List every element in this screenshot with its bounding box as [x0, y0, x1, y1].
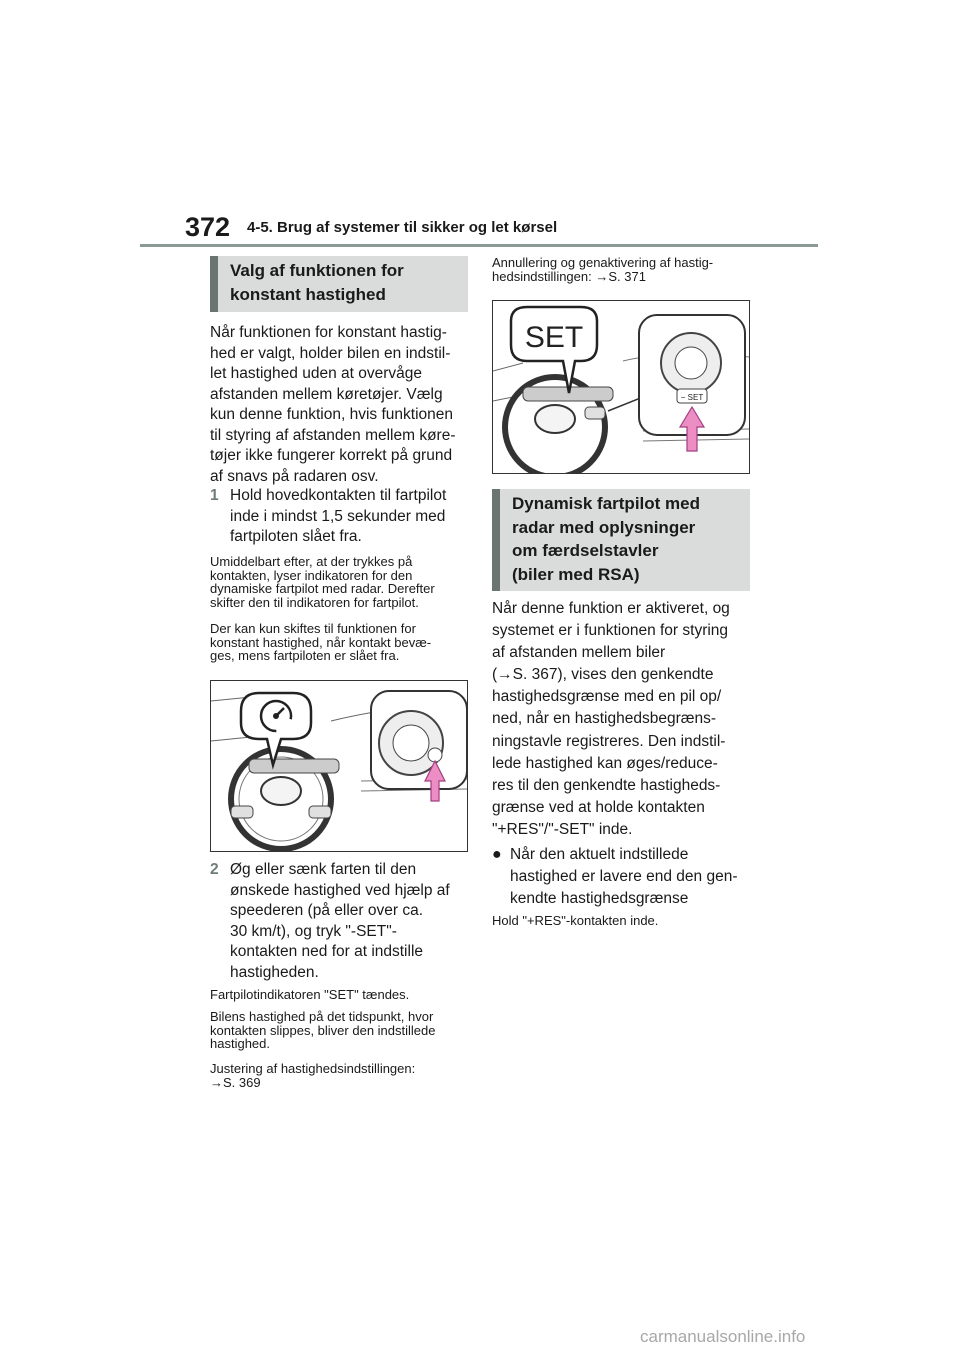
text-line: Umiddelbart efter, at der trykkes på	[210, 554, 413, 569]
text-line: Når denne funktion er aktiveret, og	[492, 600, 730, 617]
figure-cruise-switch	[210, 680, 468, 852]
step-2	[210, 860, 470, 983]
text-line: tøjer ikke fungerer korrekt på grund	[210, 447, 453, 464]
text-line: konstant hastighed, når kontakt bevæ-	[210, 634, 432, 650]
text-line: Annullering og genaktivering af hastig-	[492, 255, 714, 270]
reference-text: S. 367), vises den genkendte	[512, 666, 714, 684]
text-line: hed er valgt, holder bilen en indstil-	[210, 344, 451, 362]
section-heading-constant-speed	[210, 256, 468, 312]
header-divider	[140, 244, 818, 247]
text-line: til styring af afstanden mellem køre-	[210, 426, 456, 444]
text-line: hastigheden.	[230, 963, 319, 981]
reference-text: S. 369	[223, 1074, 261, 1090]
set-label: SET	[524, 321, 584, 354]
rsa-paragraph	[492, 598, 754, 841]
text-line: Når funktionen for konstant hastig-	[210, 324, 447, 341]
text-line: ges, mens fartpiloten er slået fra.	[210, 648, 400, 663]
text-line: ningstavle registreres. Den indstil-	[492, 732, 726, 750]
note-indicator	[210, 555, 470, 609]
text-line: "+RES"/"-SET" inde.	[492, 820, 633, 838]
watermark: carmanualsonline.info	[640, 1327, 806, 1346]
text-line: res til den genkendte hastigheds-	[492, 776, 721, 794]
heading-line: om færdselstavler	[512, 541, 659, 560]
text-line: inde i mindst 1,5 sekunder med	[230, 507, 446, 525]
heading-line: Dynamisk fartpilot med	[512, 494, 700, 513]
heading-line: konstant hastighed	[230, 285, 386, 304]
text-line: let hastighed uden at overvåge	[210, 365, 422, 382]
text-line: ned, når en hastighedsbegræns-	[492, 710, 717, 728]
text-line: Justering af hastighedsindstillingen:	[210, 1061, 416, 1076]
text-line: afstanden mellem køretøjer. Vælg	[210, 385, 443, 403]
text-line: Hold hovedkontakten til fartpilot	[230, 487, 447, 504]
text-line: kontakten, lyser indikatoren for den	[210, 567, 413, 583]
text-line: (→S. 367), vises den genkendte	[492, 666, 714, 684]
text-line: grænse ved at holde kontakten	[492, 798, 705, 816]
text-line: hastighed er lavere end den gen-	[510, 868, 738, 885]
set-switch-illustration	[493, 301, 749, 473]
heading-line: Valg af funktionen for	[230, 261, 404, 280]
reference-text: S. 371	[608, 268, 646, 284]
intro-paragraph	[210, 323, 470, 487]
text-line: ønskede hastighed ved hjælp af	[230, 881, 450, 899]
text-line: hastighedsgrænse med en pil op/	[492, 688, 722, 706]
section-heading-rsa	[492, 489, 750, 591]
arrow-right-icon: →	[595, 268, 609, 284]
note-switch	[210, 622, 470, 663]
text-line: 30 km/t), og tryk "-SET"-	[230, 922, 397, 940]
text-line: Øg eller sænk farten til den	[230, 861, 417, 878]
step-number: 1	[210, 487, 219, 504]
bullet-note: Hold "+RES"-kontakten inde.	[492, 913, 659, 928]
arrow-right-icon: →	[497, 666, 513, 684]
text-line: kontakten slippes, bliver den indstillede	[210, 1022, 436, 1038]
reference-prefix: hedsindstillingen:	[492, 268, 592, 284]
text-line: skifter den til indikatoren for fartpilot.	[210, 594, 419, 610]
text-line: af afstanden mellem biler	[492, 644, 666, 662]
figure-set-switch	[492, 300, 750, 474]
set-button-label: − SET	[680, 393, 704, 402]
text-line: Bilens hastighed på det tidspunkt, hvor	[210, 1009, 434, 1024]
text-line: kontakten ned for at indstille	[230, 943, 424, 960]
bullet-icon: ●	[492, 846, 502, 863]
page-reference-link[interactable]	[497, 666, 713, 683]
text-line: hastighed.	[210, 1036, 270, 1051]
text-line: Når den aktuelt indstillede	[510, 846, 689, 863]
text-line: systemet er i funktionen for styring	[492, 622, 729, 640]
heading-line: (biler med RSA)	[512, 564, 640, 584]
text-line: kendte hastighedsgrænse	[510, 890, 689, 907]
chapter-title: 4-5. Brug af systemer til sikker og let kørsel	[247, 219, 558, 236]
note-cancel-reference	[492, 256, 752, 283]
text-line: lede hastighed kan øges/reduce-	[492, 754, 718, 772]
page-number: 372	[185, 212, 231, 242]
bullet-item	[492, 844, 754, 910]
text-line: kun denne funktion, hvis funktionen	[210, 406, 454, 423]
step-1	[210, 486, 470, 548]
page-reference-link[interactable]	[595, 269, 646, 284]
text-line: speederen (på eller over ca.	[230, 902, 424, 919]
heading-line: radar med oplysninger	[512, 517, 696, 537]
note-set-speed	[210, 1010, 470, 1051]
text-line: fartpiloten slået fra.	[230, 528, 362, 545]
text-line: dynamiske fartpilot med radar. Derefter	[210, 581, 435, 596]
arrow-right-icon: →	[210, 1074, 223, 1090]
page-reference-link[interactable]	[210, 1076, 470, 1090]
text-line	[492, 270, 752, 284]
step-number: 2	[210, 861, 219, 878]
steering-wheel-illustration	[211, 681, 467, 851]
note-adjust-reference	[210, 1062, 470, 1089]
note-set-indicator: Fartpilotindikatoren "SET" tændes.	[210, 987, 410, 1002]
text-line: af snavs på radaren osv.	[210, 467, 379, 485]
text-line: Der kan kun skiftes til funktionen for	[210, 621, 416, 636]
